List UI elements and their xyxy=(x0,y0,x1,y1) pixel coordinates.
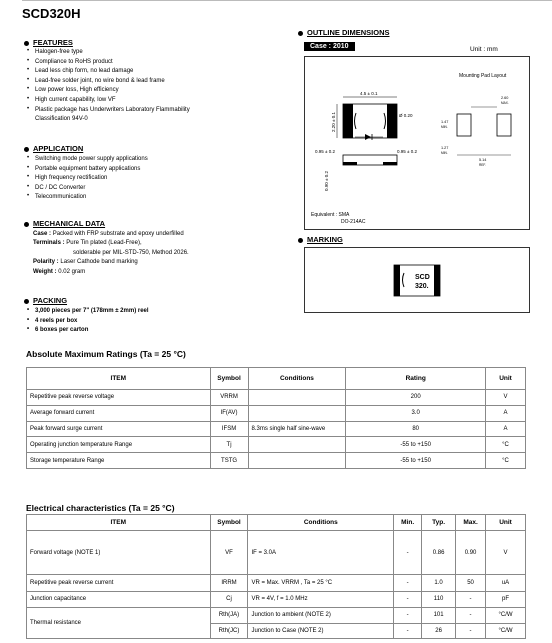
cell-min: - xyxy=(394,575,422,592)
table-row xyxy=(27,592,526,608)
cell-unit: V xyxy=(486,390,526,406)
mech-polarity: Polarity : Laser Cathode band marking xyxy=(33,259,138,266)
cell-max: - xyxy=(456,592,486,608)
cell-unit: A xyxy=(486,421,526,437)
marking-line-1: SCD xyxy=(415,274,430,281)
mech-case: Case : Packed with FRP substrate and epoxy underfilled xyxy=(33,231,184,237)
case-label: Case : 2010 xyxy=(304,42,355,51)
cell-item: Junction capacitance xyxy=(27,592,211,608)
mounting-label: Mounting Pad Layout xyxy=(459,73,507,79)
cell-cond xyxy=(248,453,346,469)
list-item: • Low power loss, High efficiency xyxy=(24,86,190,96)
cell-symbol: IFSM xyxy=(210,421,248,437)
bullet-dot-icon xyxy=(24,41,29,46)
dim-pad-left-text: 0.95 ± 0.2 xyxy=(315,149,335,154)
list-item: • Lead-free solder joint, no wire bond & lead frame xyxy=(24,77,190,87)
table-row xyxy=(27,607,526,623)
cell-unit: °C/W xyxy=(486,623,526,639)
cell-item: Thermal resistance xyxy=(27,607,211,639)
packing-heading: PACKING xyxy=(24,296,67,305)
list-item: • Halogen-free type xyxy=(24,48,190,58)
elec-header-min: Min. xyxy=(394,515,422,531)
cell-unit: V xyxy=(486,531,526,575)
marking-drawing xyxy=(304,247,530,313)
side-pad-right xyxy=(383,162,397,165)
elec-header-item: ITEM xyxy=(27,515,211,531)
marking-heading: MARKING xyxy=(298,235,343,244)
cell-typ: 0.86 xyxy=(422,531,456,575)
cell-cond: 8.3ms single half sine-wave xyxy=(248,421,346,437)
mount-pad-right xyxy=(497,114,511,136)
bullet-dot-icon xyxy=(24,222,29,227)
cell-symbol: VRRM xyxy=(210,390,248,406)
cell-min: - xyxy=(394,531,422,575)
side-pad-left xyxy=(343,162,357,165)
outline-drawing xyxy=(304,56,530,230)
equivalent-text: Equivalent : SMA xyxy=(311,212,350,218)
marking-terminal-left xyxy=(394,265,400,296)
bullet-dot-icon xyxy=(298,238,303,243)
mechanical-heading: MECHANICAL DATA xyxy=(24,219,105,228)
cell-symbol: VF xyxy=(210,531,248,575)
marking-terminal-right xyxy=(434,265,440,296)
cell-max: - xyxy=(456,623,486,639)
cell-typ: 101 xyxy=(422,607,456,623)
dim-pad-right-text: 0.95 ± 0.2 xyxy=(397,149,417,154)
cell-conditions: VR = Max. VRRM , Ta = 25 °C xyxy=(248,575,394,592)
application-list xyxy=(24,155,148,203)
cell-max: 50 xyxy=(456,575,486,592)
mechanical-data xyxy=(33,230,189,277)
list-item: • 4 reels per box xyxy=(24,317,149,327)
abs-header-symbol: Symbol xyxy=(210,368,248,390)
dim-length-text: 4.5 ± 0.1 xyxy=(360,91,378,96)
elec-header-symbol: Symbol xyxy=(210,515,248,531)
list-item: • Portable equipment battery applications xyxy=(24,165,148,175)
table-row xyxy=(27,531,526,575)
cell-symbol: Rth(JC) xyxy=(210,623,248,639)
mount-pad-left xyxy=(457,114,471,136)
cell-unit: pF xyxy=(486,592,526,608)
packing-list xyxy=(24,307,149,336)
elec-table xyxy=(26,514,526,639)
list-item: • Lead less chip form, no lead damage xyxy=(24,67,190,77)
mech-terminals: Terminals : Pure Tin plated (Lead-Free), xyxy=(33,240,142,247)
cell-symbol: IF(AV) xyxy=(210,405,248,421)
abs-header-unit: Unit xyxy=(486,368,526,390)
terminal-left xyxy=(343,104,353,138)
abs-header-rating: Rating xyxy=(346,368,486,390)
list-item: • Plastic package has Underwriters Laboratory Flammability xyxy=(24,106,190,116)
cell-conditions: Junction to Case (NOTE 2) xyxy=(248,623,394,639)
abs-max-table xyxy=(26,367,526,469)
table-row xyxy=(27,421,526,437)
list-item: Classification 94V-0 xyxy=(35,116,88,123)
top-rule xyxy=(22,0,552,1)
cell-max: - xyxy=(456,607,486,623)
cell-rating: -55 to +150 xyxy=(346,453,486,469)
cell-unit: °C xyxy=(486,453,526,469)
cell-typ: 26 xyxy=(422,623,456,639)
cell-item: Repetitive peak reverse current xyxy=(27,575,211,592)
cell-rating: 80 xyxy=(346,421,486,437)
pad-a-text: 2.60 xyxy=(501,96,509,100)
cell-item: Forward voltage (NOTE 1) xyxy=(27,531,211,575)
cell-item: Average forward current xyxy=(27,405,211,421)
cell-unit: uA xyxy=(486,575,526,592)
cell-unit: °C xyxy=(486,437,526,453)
cell-rating: 200 xyxy=(346,390,486,406)
cell-typ: 110 xyxy=(422,592,456,608)
mech-terminals-2: solderable per MIL-STD-750, Method 2026. xyxy=(73,249,189,256)
cell-symbol: Rth(JA) xyxy=(210,607,248,623)
cell-item: Storage temperature Range xyxy=(27,453,211,469)
unit-label: Unit : mm xyxy=(470,46,498,53)
cell-symbol: Tj xyxy=(210,437,248,453)
pad-b-text: 1.47 xyxy=(441,120,449,124)
cell-item: Peak forward surge current xyxy=(27,421,211,437)
elec-header-max: Max. xyxy=(456,515,486,531)
cell-cond xyxy=(248,437,346,453)
cell-cond xyxy=(248,405,346,421)
cell-rating: -55 to +150 xyxy=(346,437,486,453)
cell-symbol: IRRM xyxy=(210,575,248,592)
equivalent-text-2: DO-214AC xyxy=(341,219,366,225)
outline-heading: OUTLINE DIMENSIONS xyxy=(298,28,390,37)
table-row xyxy=(27,405,526,421)
cell-symbol: TSTG xyxy=(210,453,248,469)
list-item: • Switching mode power supply applications xyxy=(24,155,148,165)
outline-svg xyxy=(305,57,529,229)
list-item: • Compliance to RoHS product xyxy=(24,58,190,68)
cell-conditions: Junction to ambient (NOTE 2) xyxy=(248,607,394,623)
elec-header-typ: Typ. xyxy=(422,515,456,531)
cell-typ: 1.0 xyxy=(422,575,456,592)
list-item: • Telecommunication xyxy=(24,193,148,203)
features-list xyxy=(24,48,190,125)
cell-min: - xyxy=(394,607,422,623)
cell-conditions: IF = 3.0A xyxy=(248,531,394,575)
dim-height-text: 0.90 ± 0.2 xyxy=(324,171,329,191)
pad-a-sub: MAX. xyxy=(501,101,509,105)
cell-conditions: VR = 4V, f = 1.0 MHz xyxy=(248,592,394,608)
list-item: • 6 boxes per carton xyxy=(24,326,149,336)
marking-line-2: 320. xyxy=(415,283,429,290)
table-row xyxy=(27,453,526,469)
application-heading: APPLICATION xyxy=(24,144,83,153)
table-row xyxy=(27,575,526,592)
table-row xyxy=(27,437,526,453)
cell-unit: A xyxy=(486,405,526,421)
list-item: • High current capability, low VF xyxy=(24,96,190,106)
abs-max-title: Absolute Maximum Ratings (Ta = 25 °C) xyxy=(26,349,186,359)
cell-symbol: Cj xyxy=(210,592,248,608)
cell-max: 0.90 xyxy=(456,531,486,575)
mech-weight: Weight : 0.02 gram xyxy=(33,268,86,275)
pad-d-text: 5.14 xyxy=(479,158,487,162)
page-title: SCD320H xyxy=(22,6,81,21)
terminal-right xyxy=(387,104,397,138)
features-heading: FEATURES xyxy=(24,38,73,47)
elec-header-conditions: Conditions xyxy=(248,515,394,531)
pad-b-sub: MIN. xyxy=(441,125,448,129)
dim-diode-text: Ø 0.20 xyxy=(399,113,413,118)
cell-min: - xyxy=(394,623,422,639)
elec-header-unit: Unit xyxy=(486,515,526,531)
bullet-dot-icon xyxy=(24,147,29,152)
cell-item: Operating junction temperature Range xyxy=(27,437,211,453)
pad-c-sub: MIN. xyxy=(441,151,448,155)
dim-width-text: 2.20 ± 0.1 xyxy=(331,112,336,132)
cell-min: - xyxy=(394,592,422,608)
cell-cond xyxy=(248,390,346,406)
marking-svg xyxy=(305,248,529,312)
cell-rating: 3.0 xyxy=(346,405,486,421)
cell-unit: °C/W xyxy=(486,607,526,623)
cell-item: Repetitive peak reverse voltage xyxy=(27,390,211,406)
table-row xyxy=(27,390,526,406)
abs-header-conditions: Conditions xyxy=(248,368,346,390)
list-item: • DC / DC Converter xyxy=(24,184,148,194)
bullet-dot-icon xyxy=(24,299,29,304)
elec-title: Electrical characteristics (Ta = 25 °C) xyxy=(26,503,175,513)
list-item: • 3,000 pieces per 7" (178mm ± 2mm) reel xyxy=(24,307,149,317)
pad-c-text: 1.27 xyxy=(441,146,449,150)
bullet-dot-icon xyxy=(298,31,303,36)
abs-header-item: ITEM xyxy=(27,368,211,390)
pad-d-sub: REF. xyxy=(479,163,486,167)
list-item: • High frequency rectification xyxy=(24,174,148,184)
